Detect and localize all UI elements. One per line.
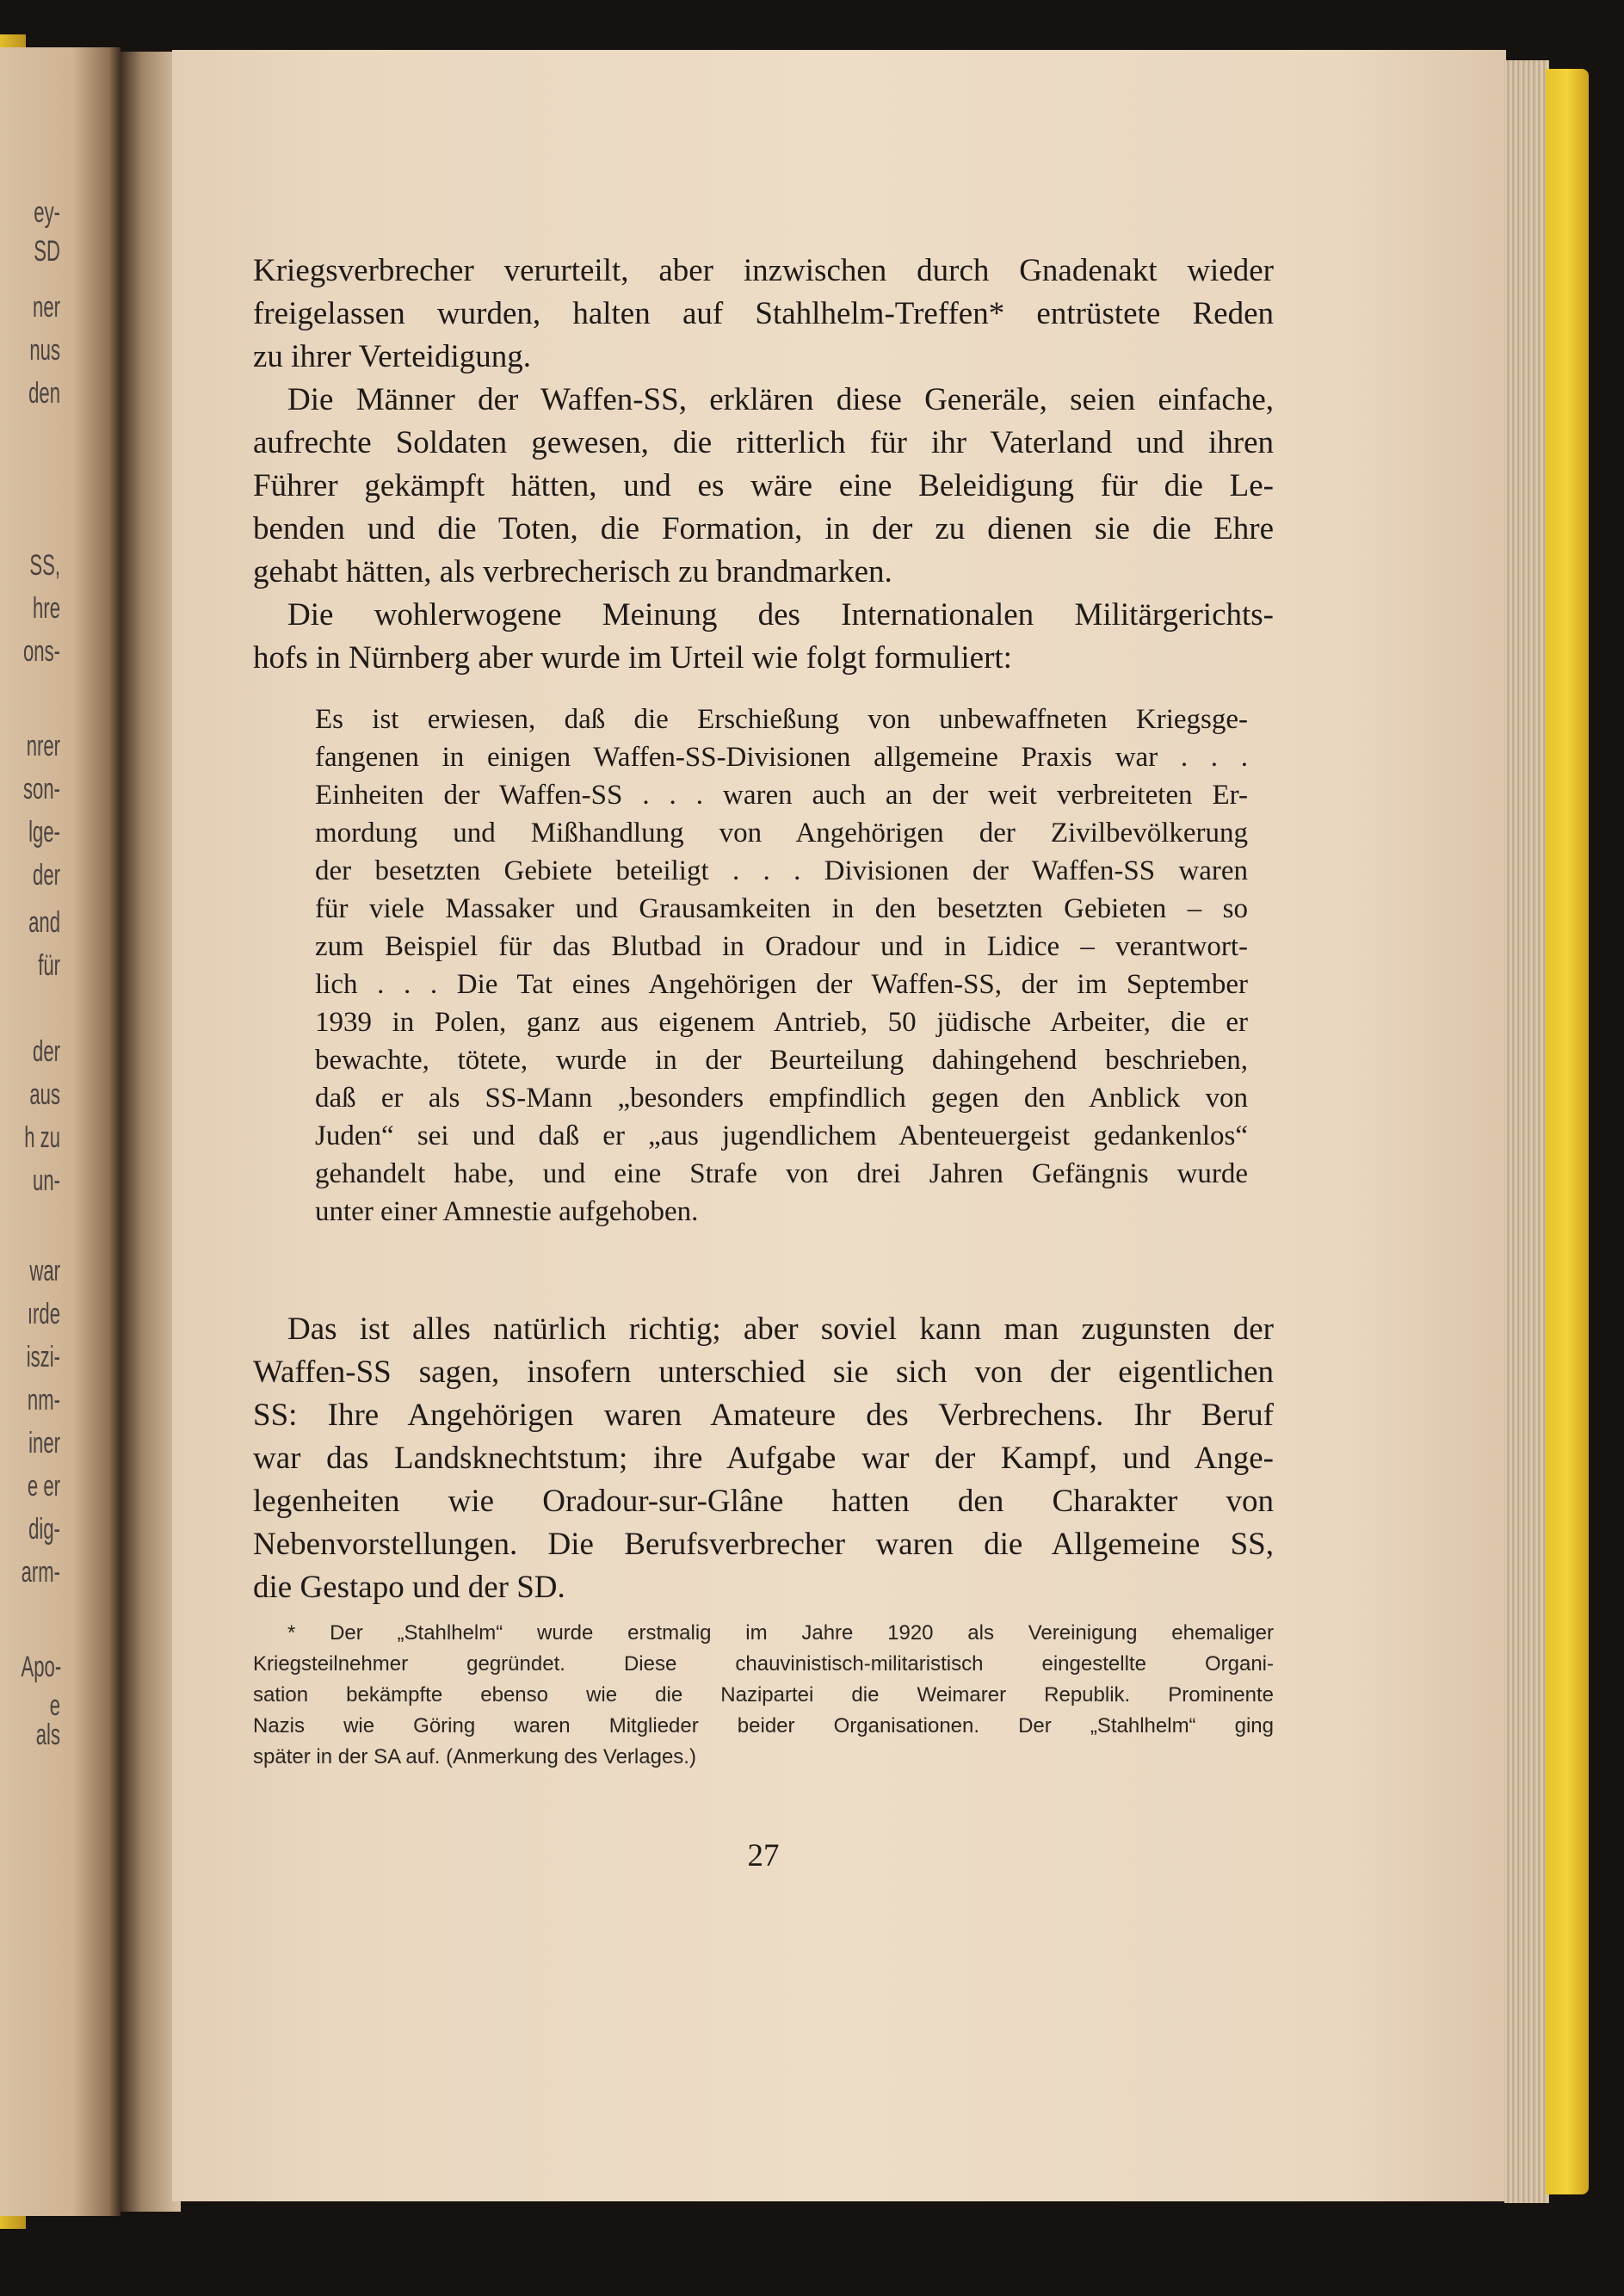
text-line: Das ist alles natürlich richtig; aber soviel kann man zugunsten der (287, 1312, 1274, 1347)
left-page-margin-text: arm- (21, 1556, 60, 1589)
text-line: der besetzten Gebiete beteiligt . . . Divisionen der Waffen-SS waren (315, 855, 1248, 886)
paragraph-3 (253, 594, 1274, 680)
left-page-margin-text: ey- (34, 196, 60, 229)
text-line: Kriegsverbrecher verurteilt, aber inzwischen durch Gnadenakt wieder (253, 253, 1274, 288)
text-line: zum Beispiel für das Blutbad in Oradour und in Lidice – verantwort- (315, 931, 1248, 962)
text-line: bewachte, tötete, wurde in der Beurteilung dahingehend beschrieben, (315, 1045, 1248, 1076)
left-page-margin-text: e er (27, 1470, 60, 1503)
left-page-margin-text: SS, (29, 549, 60, 582)
text-line: Kriegsteilnehmer gegründet. Diese chauvinistisch-militaristisch eingestellte Organi- (253, 1652, 1274, 1676)
left-page-margin-text: für (38, 949, 60, 982)
text-line: lich . . . Die Tat eines Angehörigen der Waffen-SS, der im September (315, 969, 1248, 1000)
left-page-margin-text: war (29, 1255, 60, 1287)
left-page-margin-text: dig- (28, 1513, 60, 1546)
paragraph-2 (253, 379, 1274, 594)
text-line: 1939 in Polen, ganz aus eigenem Antrieb, 50 jüdische Arbeiter, die er (315, 1007, 1248, 1038)
left-page-margin-text: Apo- (21, 1651, 62, 1683)
book-cover-edge-right (1546, 69, 1589, 2194)
text-line: benden und die Toten, die Formation, in der zu dienen sie die Ehre (253, 511, 1274, 546)
left-page-margin-text: h zu (24, 1121, 60, 1154)
text-line: gehandelt habe, und eine Strafe von drei Jahren Gefängnis wurde (315, 1158, 1248, 1189)
text-line: Juden“ sei und daß er „aus jugendlichem Abenteuergeist gedankenlos“ (315, 1120, 1248, 1151)
text-line: Die Männer der Waffen-SS, erklären diese Generäle, seien einfache, (287, 382, 1274, 417)
left-page (0, 47, 120, 2216)
page-number: 27 (747, 1838, 780, 1873)
text-line: Es ist erwiesen, daß die Erschießung von unbewaffneten Kriegsge- (315, 704, 1248, 735)
footnote (253, 1618, 1274, 1773)
left-page-margin-text: SD (34, 235, 60, 268)
text-line: war das Landsknechtstum; ihre Aufgabe war der Kampf, und Ange- (253, 1441, 1274, 1476)
text-line: gehabt hätten, als verbrecherisch zu brandmarken. (253, 554, 892, 589)
left-page-margin-text: nrer (26, 730, 60, 762)
text-line: für viele Massaker und Grausamkeiten in den besetzten Gebieten – so (315, 893, 1248, 924)
left-page-margin-text: der (33, 859, 60, 892)
left-page-margin-text: un- (33, 1164, 60, 1197)
text-line: daß er als SS-Mann „besonders empfindlich gegen den Anblick von (315, 1083, 1248, 1114)
left-page-margin-text: iszi- (26, 1341, 60, 1373)
text-line: mordung und Mißhandlung von Angehörigen der Zivilbevölkerung (315, 818, 1248, 849)
text-line: * Der „Stahlhelm“ wurde erstmalig im Jahre 1920 als Vereinigung ehemaliger (287, 1621, 1274, 1645)
left-page-margin-text: e als (35, 1689, 60, 1751)
text-line: aufrechte Soldaten gewesen, die ritterlich für ihr Vaterland und ihren (253, 425, 1274, 460)
left-page-margin-text: ırde (27, 1298, 60, 1330)
text-line: Führer gekämpft hätten, und es wäre eine Beleidigung für die Le- (253, 468, 1274, 503)
text-line: Waffen-SS sagen, insofern unterschied sie sich von der eigentlichen (253, 1355, 1274, 1390)
paragraph-1 (253, 250, 1274, 379)
left-page-margin-text: lge- (28, 816, 60, 849)
left-page-margin-text: ons- (23, 635, 60, 668)
left-page-margin-text: aus (29, 1078, 60, 1111)
court-quote (315, 701, 1248, 1231)
text-line: sation bekämpfte ebenso wie die Nazipartei die Weimarer Republik. Prominente (253, 1683, 1274, 1707)
text-line: fangenen in einigen Waffen-SS-Divisionen allgemeine Praxis war . . . (315, 742, 1248, 773)
page-content (253, 250, 1274, 1773)
text-line: SS: Ihre Angehörigen waren Amateure des Verbrechens. Ihr Beruf (253, 1398, 1274, 1433)
text-line: legenheiten wie Oradour-sur-Glâne hatten den Charakter von (253, 1484, 1274, 1519)
left-page-margin-text: nm- (27, 1384, 60, 1416)
left-page-margin-text: iner (28, 1427, 60, 1460)
text-line: Die wohlerwogene Meinung des Internationalen Militärgerichts- (287, 597, 1274, 633)
left-page-margin-text: and (28, 906, 60, 939)
text-line: die Gestapo und der SD. (253, 1570, 565, 1605)
paragraph-4 (253, 1308, 1274, 1609)
left-page-margin-text: den (28, 377, 60, 410)
text-line: unter einer Amnestie aufgehoben. (315, 1196, 699, 1227)
text-line: Nebenvorstellungen. Die Berufsverbrecher waren die Allgemeine SS, (253, 1527, 1274, 1562)
left-page-margin-text: nus (29, 334, 60, 367)
left-page-margin-text: der (33, 1035, 60, 1068)
text-line: zu ihrer Verteidigung. (253, 339, 531, 374)
left-page-margin-text: hre (33, 592, 60, 625)
left-page-margin-text: son- (23, 773, 60, 805)
left-page-margin-text: ner (33, 291, 60, 324)
text-line: freigelassen wurden, halten auf Stahlhelm-Treffen* entrüstete Reden (253, 296, 1274, 331)
page-stack-edge (1504, 60, 1549, 2203)
text-line: später in der SA auf. (Anmerkung des Verlages.) (253, 1745, 696, 1768)
text-line: Nazis wie Göring waren Mitglieder beider Organisationen. Der „Stahlhelm“ ging (253, 1714, 1274, 1737)
text-line: Einheiten der Waffen-SS . . . waren auch an der weit verbreiteten Er- (315, 780, 1248, 811)
text-line: hofs in Nürnberg aber wurde im Urteil wie folgt formuliert: (253, 640, 1012, 676)
